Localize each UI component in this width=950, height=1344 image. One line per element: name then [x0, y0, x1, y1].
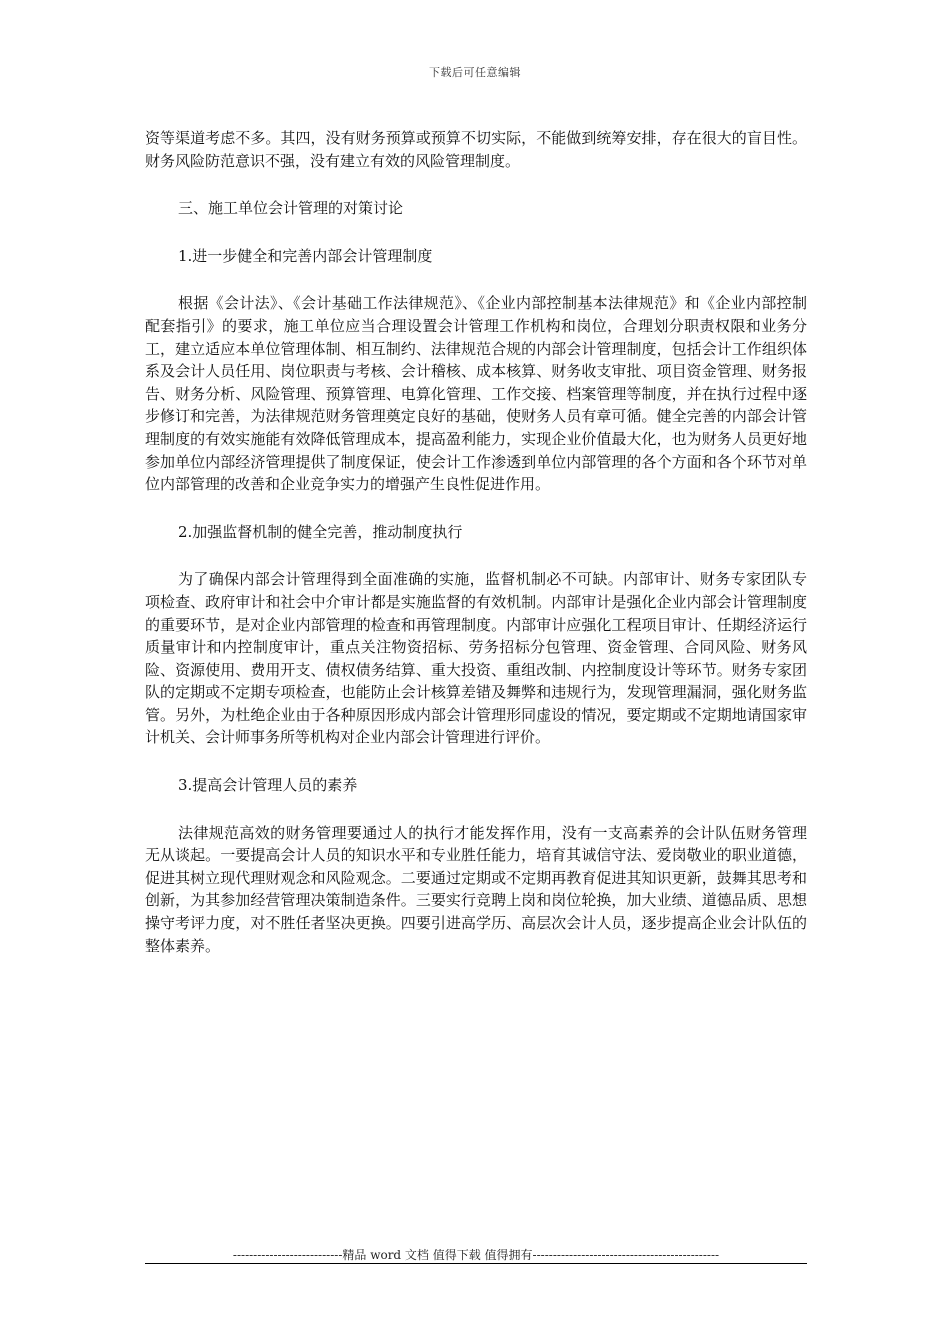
page-footer: ---------------------------精品 word 文档 值得下载 值得拥有----------------------------------------------: [232, 1248, 720, 1262]
document-body: [145, 127, 807, 982]
page-header: 下载后可任意编辑: [429, 66, 521, 79]
section-heading: 三、施工单位会计管理的对策讨论: [178, 199, 404, 218]
subsection-heading-1: 1.进一步健全和完善内部会计管理制度: [178, 246, 433, 265]
subsection-paragraph-2: 为了确保内部会计管理得到全面准确的实施，监督机制必不可缺。内部审计、财务专家团队专项检查、政府审计和社会中介审计都是实施监督的有效机制。内部审计是强化企业内部会计管理制度的重要环节，是对企业内部管理的检查和再管理制度。内部审计应强化工程项目审计、任期经济运行质量审计和内控制度审计，重点关注物资招标、劳务招标分包管理、资金管理、合同风险、财务风险、资源使用、费用开支、债权债务结算、重大投资、重组改制、内控制度设计等环节。财务专家团队的定期或不定期专项检查，也能防止会计核算差错及舞弊和违规行为，发现管理漏洞，强化财务监管。另外，为杜绝企业由于各种原因形成内部会计管理形同虚设的情况，要定期或不定期地请国家审计机关、会计师事务所等机构对企业内部会计管理进行评价。: [145, 570, 807, 747]
subsection-paragraph-3: 法律规范高效的财务管理要通过人的执行才能发挥作用，没有一支高素养的会计队伍财务管理无从谈起。一要提高会计人员的知识水平和专业胜任能力，培育其诚信守法、爱岗敬业的职业道德，促进其树立现代理财观念和风险观念。二要通过定期或不定期再教育促进其知识更新，鼓舞其思考和创新，为其参加经营管理决策制造条件。三要实行竞聘上岗和岗位轮换，加大业绩、道德品质、思想操守考评力度，对不胜任者坚决更换。四要引进高学历、高层次会计人员，逐步提高企业会计队伍的整体素养。: [145, 823, 807, 955]
subsection-heading-2: 2.加强监督机制的健全完善，推动制度执行: [178, 522, 463, 541]
subsection-heading-3: 3.提高会计管理人员的素养: [178, 776, 358, 795]
subsection-paragraph-1: 根据《会计法》、《会计基础工作法律规范》、《企业内部控制基本法律规范》和《企业内部控制配套指引》的要求，施工单位应当合理设置会计管理工作机构和岗位，合理划分职责权限和业务分工，建立适应本单位管理体制、相互制约、法律规范合规的内部会计管理制度，包括会计工作组织体系及会计人员任用、岗位职责与考核、会计稽核、成本核算、财务收支审批、项目资金管理、财务报告、财务分析、风险管理、预算管理、电算化管理、工作交接、档案管理等制度，并在执行过程中逐步修订和完善，为法律规范财务管理奠定良好的基础，使财务人员有章可循。健全完善的内部会计管理制度的有效实施能有效降低管理成本，提高盈利能力，实现企业价值最大化，也为财务人员更好地参加单位内部经济管理提供了制度保证，使会计工作渗透到单位内部管理的各个方面和各个环节对单位内部管理的改善和企业竞争实力的增强产生良性促进作用。: [145, 294, 807, 494]
continuation-paragraph: 资等渠道考虑不多。其四，没有财务预算或预算不切实际，不能做到统筹安排，存在很大的盲目性。财务风险防范意识不强，没有建立有效的风险管理制度。: [145, 129, 807, 170]
footer-rule: [145, 1263, 807, 1264]
